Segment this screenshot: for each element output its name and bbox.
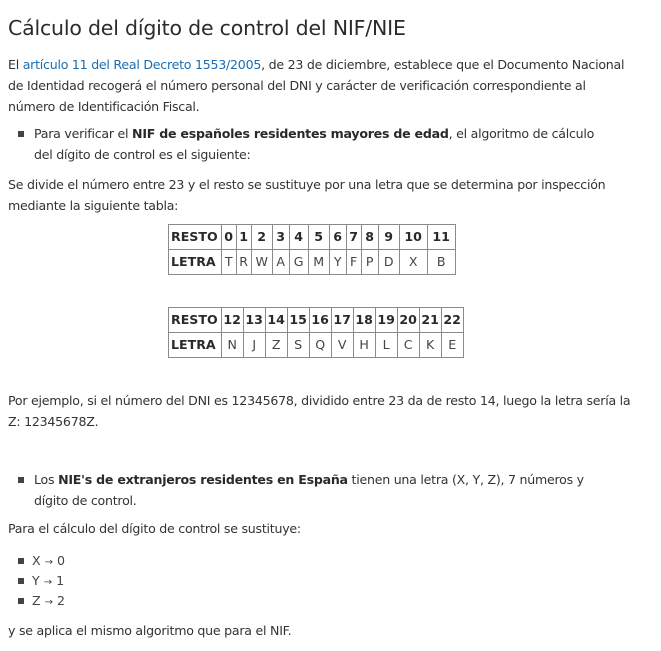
bullet-square-icon <box>18 578 24 584</box>
table-cell: L <box>375 333 397 358</box>
table-cell: J <box>243 333 265 358</box>
table-cell: Z <box>265 333 287 358</box>
table-cell: E <box>441 333 463 358</box>
nif-prefix: Para verificar el <box>34 126 133 141</box>
arrow-right-icon: → <box>43 577 53 588</box>
table-cell: 9 <box>378 225 399 250</box>
bullet-square-icon <box>18 558 24 564</box>
table-row-resto <box>169 308 464 333</box>
bullet-square-icon <box>18 131 24 137</box>
table-row-letra <box>169 250 456 275</box>
table-cell: V <box>331 333 353 358</box>
table-cell: X <box>399 250 427 275</box>
arrow-right-icon: → <box>44 597 54 608</box>
table-cell: M <box>308 250 329 275</box>
closing-paragraph: y se aplica el mismo algoritmo que para el NIF. <box>8 623 292 638</box>
table-cell: 1 <box>236 225 251 250</box>
intro-line3: número de Identificación Fiscal. <box>8 99 200 114</box>
table-cell: Y <box>329 250 346 275</box>
table-cell: 14 <box>265 308 287 333</box>
division-paragraph: Se divide el número entre 23 y el resto se sustituye por una letra que se determina por inspección mediante la siguiente tabla: <box>8 177 606 213</box>
table-cell: 19 <box>375 308 397 333</box>
table-cell: 20 <box>397 308 419 333</box>
table-cell: 4 <box>289 225 308 250</box>
table-cell: 12 <box>221 308 243 333</box>
table-cell: R <box>236 250 251 275</box>
table-row-letra <box>169 333 464 358</box>
table-cell: S <box>287 333 309 358</box>
table-cell: D <box>378 250 399 275</box>
table-cell: 0 <box>221 225 236 250</box>
table-cell: 2 <box>251 225 272 250</box>
table-cell: P <box>361 250 378 275</box>
intro-paragraph <box>8 54 633 117</box>
table-cell: Q <box>309 333 331 358</box>
sub-letter: Y <box>32 573 40 588</box>
nie-suffix: tienen una letra (X, Y, Z), 7 números y dígito de control. <box>34 472 584 508</box>
table-cell: 22 <box>441 308 463 333</box>
table-cell: B <box>427 250 455 275</box>
arrow-right-icon: → <box>44 557 54 568</box>
table-cell: K <box>419 333 441 358</box>
table-cell: 10 <box>399 225 427 250</box>
list-item-nif <box>8 123 633 165</box>
resto-label: RESTO <box>169 308 222 333</box>
sub-value: 2 <box>57 593 66 608</box>
example-paragraph: Por ejemplo, si el número del DNI es 12345678, dividido entre 23 da de resto 14, luego la letra sería la Z: 12345678Z. <box>8 393 631 429</box>
sub-value: 0 <box>57 553 66 568</box>
resto-letra-table-2 <box>168 307 464 358</box>
table-cell: 3 <box>272 225 289 250</box>
resto-label: RESTO <box>169 225 222 250</box>
table-cell: T <box>221 250 236 275</box>
nie-bold: NIE's de extranjeros residentes en España <box>58 472 348 487</box>
intro-prefix: El <box>8 57 23 72</box>
nif-suffix: , el algoritmo de cálculo del dígito de control es el siguiente: <box>34 126 595 162</box>
page-title: Cálculo del dígito de control del NIF/NIE <box>8 16 406 40</box>
table-cell: A <box>272 250 289 275</box>
table-cell: C <box>397 333 419 358</box>
substitution-intro: Para el cálculo del dígito de control se sustituye: <box>8 521 301 536</box>
list-item-nie <box>8 469 633 511</box>
nif-bold: NIF de españoles residentes mayores de edad <box>132 126 449 141</box>
sub-letter: Z <box>32 593 41 608</box>
letra-label: LETRA <box>169 250 222 275</box>
table-cell: 13 <box>243 308 265 333</box>
sub-letter: X <box>32 553 41 568</box>
table-cell: 17 <box>331 308 353 333</box>
intro-suffix: , de 23 de diciembre, establece que el Documento Nacional <box>261 57 625 72</box>
table-cell: W <box>251 250 272 275</box>
real-decreto-link[interactable]: artículo 11 del Real Decreto 1553/2005 <box>22 57 262 72</box>
list-item-substitution <box>8 571 64 591</box>
table-cell: 16 <box>309 308 331 333</box>
resto-letra-table-1 <box>168 224 456 275</box>
table-cell: 15 <box>287 308 309 333</box>
table-cell: N <box>221 333 243 358</box>
list-item-substitution <box>8 591 65 611</box>
table-cell: G <box>289 250 308 275</box>
intro-line2: de Identidad recogerá el número personal del DNI y carácter de verificación correspondiente al <box>8 78 586 93</box>
sub-value: 1 <box>56 573 65 588</box>
letra-label: LETRA <box>169 333 222 358</box>
table-cell: 6 <box>329 225 346 250</box>
bullet-square-icon <box>18 598 24 604</box>
bullet-square-icon <box>18 477 24 483</box>
table-cell: 21 <box>419 308 441 333</box>
table-cell: 5 <box>308 225 329 250</box>
table-row-resto <box>169 225 456 250</box>
table-cell: 11 <box>427 225 455 250</box>
table-cell: 7 <box>346 225 361 250</box>
table-cell: F <box>346 250 361 275</box>
table-cell: H <box>353 333 375 358</box>
table-cell: 8 <box>361 225 378 250</box>
list-item-substitution <box>8 551 65 571</box>
table-cell: 18 <box>353 308 375 333</box>
nie-prefix: Los <box>34 472 59 487</box>
